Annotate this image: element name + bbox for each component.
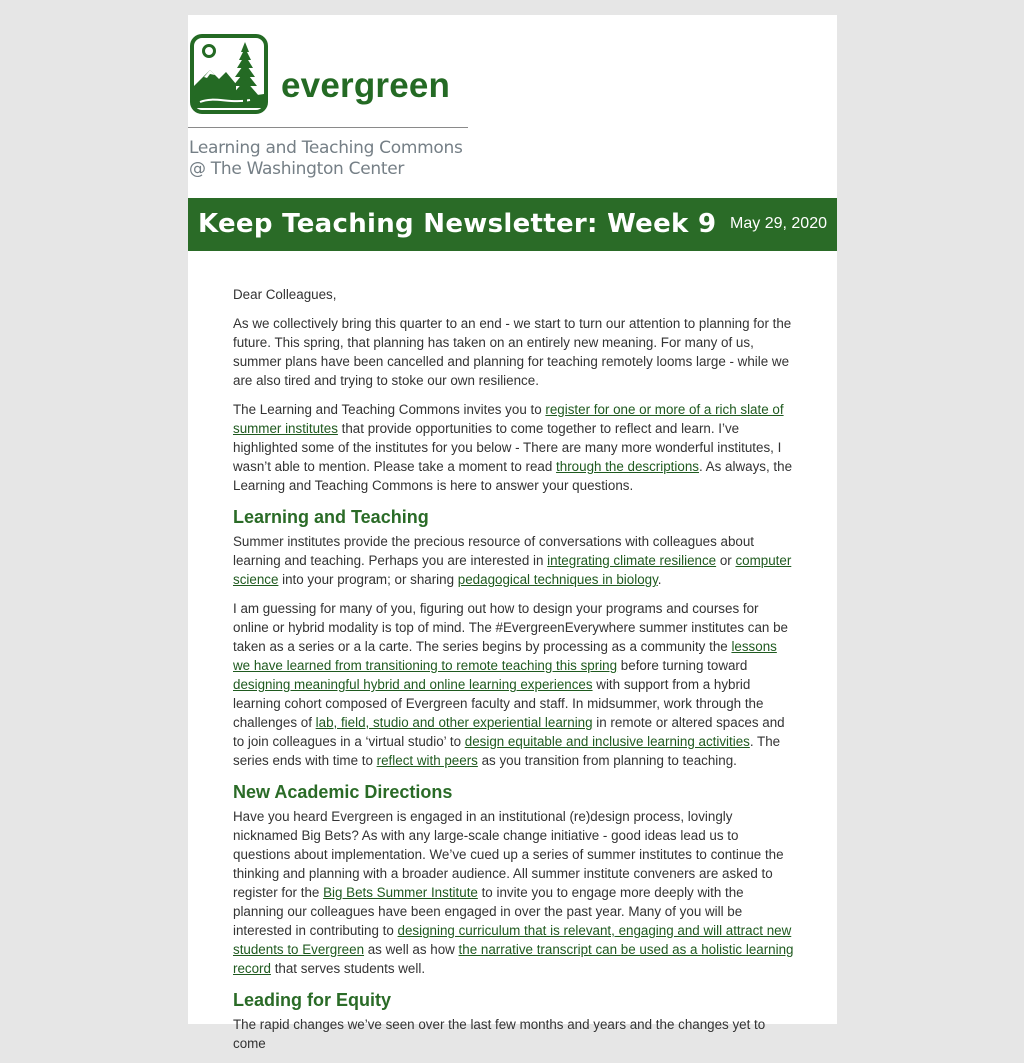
logo-wordmark: evergreen: [281, 66, 451, 105]
lessons-learned-link[interactable]: lessons we have learned from transitioning to remote teaching this spring: [233, 639, 777, 673]
newsletter-title: Keep Teaching Newsletter: Week 9: [198, 209, 717, 239]
greeting: Dear Colleagues,: [233, 287, 337, 302]
logo-divider: [188, 127, 468, 128]
newsletter-body: [233, 285, 795, 1063]
section-heading: Leading for Equity: [233, 990, 392, 1010]
reflect-with-peers-link[interactable]: reflect with peers: [376, 753, 478, 768]
newsletter-date: May 29, 2020: [730, 215, 827, 232]
newsletter-page: [188, 15, 837, 1051]
learning-teaching-paragraph-1: Summer institutes provide the precious resource of conversations with colleagues about learning and teaching. Perhaps you are interested in integrating climate resilience or computer science into your program; or sharing pedagogical techniques in biology.: [233, 534, 792, 587]
narrative-transcript-link[interactable]: the narrative transcript can be used as a holistic learning record: [233, 942, 794, 976]
summer-institutes-register-link[interactable]: register for one or more of a rich slate of summer institutes: [233, 402, 784, 436]
section-heading: New Academic Directions: [233, 782, 453, 802]
big-bets-institute-link[interactable]: Big Bets Summer Institute: [323, 885, 478, 900]
academic-directions-paragraph: Have you heard Evergreen is engaged in an institutional (re)design process, lovingly nicknamed Big Bets? As with any large-scale change initiative - good ideas lead us to questions about implementation. We’ve cued up a series of summer institutes to continue the thinking and planning with a broader audience. All summer institute conveners are asked to register for the Big Bets Summer Institute to invite you to engage more deeply with the planning our colleagues have been engaged in over the past year. Many of you will be interested in contributing to designing curriculum that is relevant, engaging and will attract new students to Evergreen as well as how the narrative transcript can be used as a holistic learning record that serves students well.: [233, 809, 794, 976]
learning-teaching-paragraph-2: I am guessing for many of you, figuring out how to design your programs and courses for online or hybrid modality is top of mind. The #EvergreenEverywhere summer institutes can be taken as a series or a la carte. The series begins by processing as a community the lessons we have learned from transitioning to remote teaching this spring before turning toward designing meaningful hybrid and online learning experiences with support from a hybrid learning cohort composed of Evergreen faculty and staff. In midsummer, work through the challenges of lab, field, studio and other experiential learning in remote or altered spaces and to join colleagues in a ‘virtual studio’ to design equitable and inclusive learning activities. The series ends with time to reflect with peers as you transition from planning to teaching.: [233, 601, 788, 768]
intro-paragraph: As we collectively bring this quarter to an end - we start to turn our attention to planning for the future. This spring, that planning has taken on an entirely new meaning. For many of us, summer plans have been cancelled and planning for teaching remotely looms large - while we are also tired and trying to stoke our own resilience.: [233, 316, 792, 388]
hybrid-online-design-link[interactable]: designing meaningful hybrid and online learning experiences: [233, 677, 593, 692]
invite-paragraph: The Learning and Teaching Commons invites you to register for one or more of a rich slate of summer institutes that provide opportunities to come together to reflect and learn. I’ve highlighted some of the institutes for you below - There are many more wonderful institutes, I wasn’t able to mention. Please take a moment to read through the descriptions. As always, the Learning and Teaching Commons is here to answer your questions.: [233, 402, 793, 493]
leading-equity-paragraph: The rapid changes we’ve seen over the last few months and years and the changes yet to come: [233, 1017, 766, 1051]
header-subtitle-line2: @ The Washington Center: [189, 159, 405, 179]
newsletter-banner: [188, 198, 837, 251]
logo[interactable]: [188, 34, 488, 116]
header-subtitle-line1: Learning and Teaching Commons: [189, 138, 463, 158]
biology-pedagogy-link[interactable]: pedagogical techniques in biology: [457, 572, 658, 587]
equitable-activities-link[interactable]: design equitable and inclusive learning activities: [464, 734, 750, 749]
computer-science-link[interactable]: computer science: [233, 553, 792, 587]
descriptions-link[interactable]: through the descriptions: [556, 459, 699, 474]
climate-resilience-link[interactable]: integrating climate resilience: [547, 553, 717, 568]
experiential-learning-link[interactable]: lab, field, studio and other experiential learning: [315, 715, 593, 730]
designing-curriculum-link[interactable]: designing curriculum that is relevant, engaging and will attract new students to Evergreen: [233, 923, 792, 957]
section-heading: Learning and Teaching: [233, 507, 429, 527]
evergreen-tree-mountain-icon: [190, 34, 268, 114]
